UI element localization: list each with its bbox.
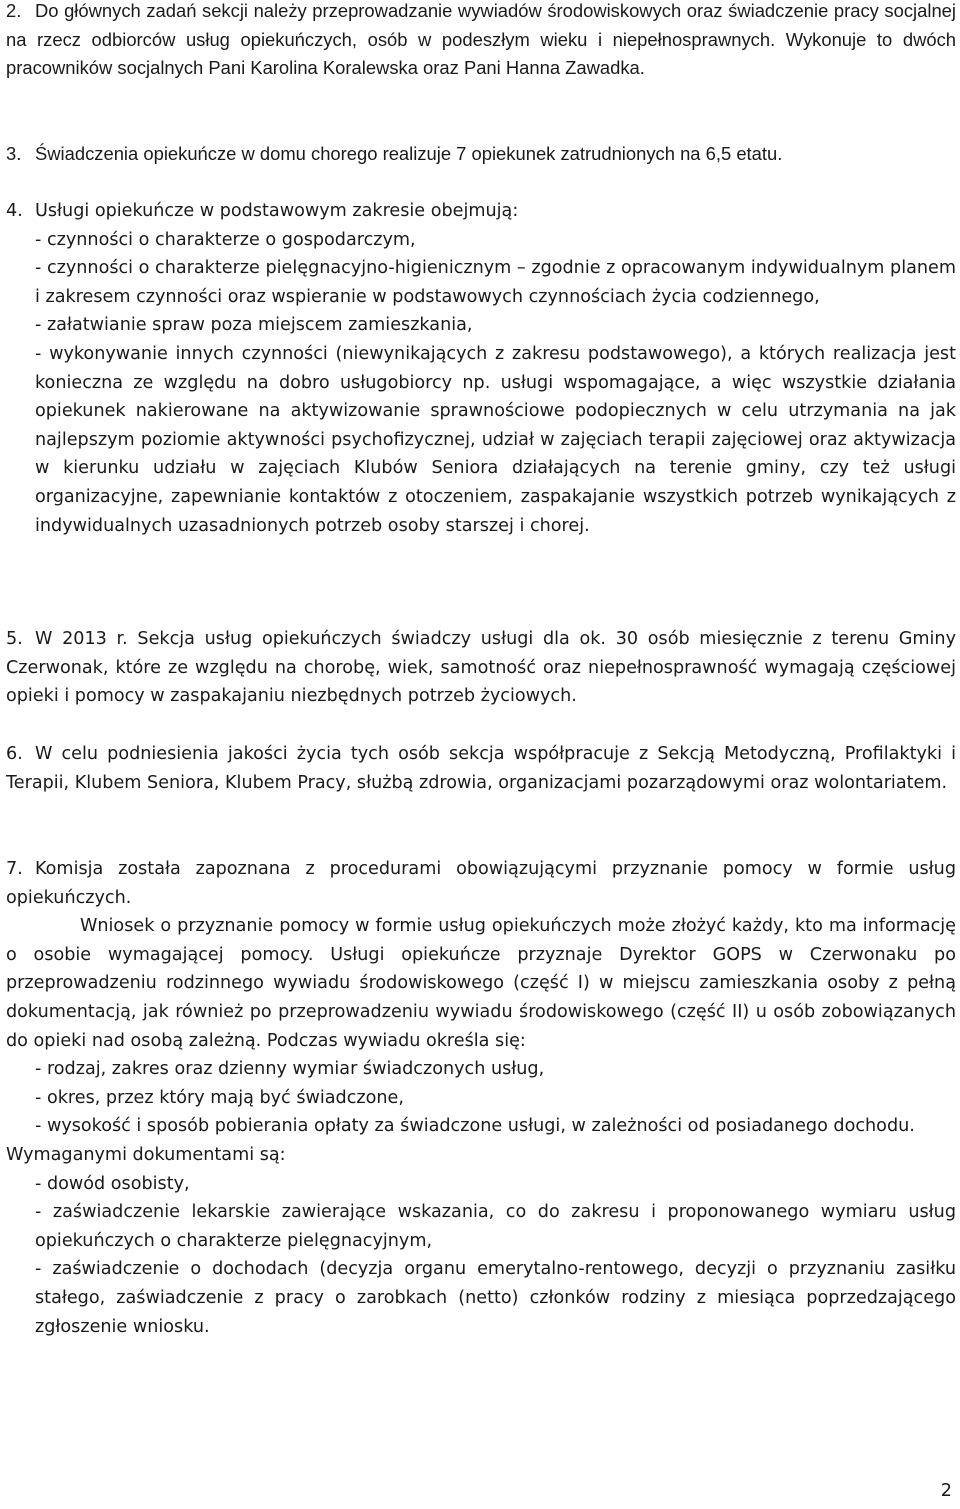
- section-number: 3.: [6, 143, 22, 164]
- list-item: - wykonywanie innych czynności (niewynikających z zakresu podstawowego), a których realizacja jest konieczna ze względu na dobro usługobiorcy np. usługi wspomagające, a więc wszystkie działania opiekunek nakierowane na aktywizowanie sprawnościowe podopiecznych w celu utrzymania na jak najlepszym poziomie aktywności psychofizycznej, udział w zajęciach terapii zajęciowej oraz aktywizacja w kierunku udziału w zajęciach Klubów Seniora działających na terenie gminy, czy też usługi organizacyjne, zapewnianie kontaktów z otoczeniem, zaspakajanie wszystkich potrzeb wynikających z indywidualnych uzasadnionych potrzeb osoby starszej i chorej.: [35, 343, 956, 536]
- section-7-paragraph: [6, 855, 956, 912]
- list-item: - zaświadczenie o dochodach (decyzja organu emerytalno-rentowego, decyzji o przyznaniu zasiłku stałego, zaświadczenie z pracy o zarobkach (netto) członków rodziny z miesiąca poprzedzającego zgłoszenie wniosku.: [35, 1259, 956, 1337]
- section-4-intro: [6, 197, 956, 226]
- section-4: [6, 197, 956, 540]
- list-item: - rodzaj, zakres oraz dzienny wymiar świadczonych usług,: [35, 1059, 545, 1080]
- section-number: 2.: [6, 0, 22, 21]
- section-5-paragraph: [6, 625, 956, 711]
- section-6-paragraph: [6, 740, 956, 797]
- section-6: [6, 740, 956, 797]
- application-paragraph: Wniosek o przyznanie pomocy w formie usług opiekuńczych może złożyć każdy, kto ma informację o osobie wymagającej pomocy. Usługi opiekuńcze przyznaje Dyrektor GOPS w Czerwonaku po przeprowadzeniu rodzinnego wywiadu środowiskowego (część I) w miejscu zamieszkania osoby z pełną dokumentacją, jak również po przeprowadzeniu wywiadu środowiskowego (część II) u osób zobowiązanych do opieki nad osobą zależną. Podczas wywiadu określa się:: [6, 916, 956, 1051]
- section-text: W celu podniesienia jakości życia tych osób sekcja współpracuje z Sekcją Metodyczną, Profilaktyki i Terapii, Klubem Seniora, Klubem Pracy, służbą zdrowia, organizacjami pozarządowymi oraz wolontariatem.: [6, 744, 956, 793]
- section-text: Usługi opiekuńcze w podstawowym zakresie obejmują:: [35, 201, 519, 221]
- section-number: 7.: [6, 859, 23, 879]
- list-item: - dowód osobisty,: [35, 1173, 190, 1194]
- section-2-paragraph: [6, 0, 956, 83]
- section-7: [6, 855, 956, 1341]
- section-3: [6, 140, 956, 169]
- section-5: [6, 625, 956, 711]
- section-2: [6, 0, 956, 83]
- section-number: 4.: [6, 201, 23, 221]
- section-text: Komisja została zapoznana z procedurami obowiązującymi przyznanie pomocy w formie usług opiekuńczych.: [6, 859, 956, 908]
- list-item: - czynności o charakterze pielęgnacyjno-higienicznym – zgodnie z opracowanym indywidualnym planem i zakresem czynności oraz wspieranie w podstawowych czynnościach życia codziennego,: [35, 258, 956, 307]
- documents-heading: Wymaganymi dokumentami są:: [6, 1144, 286, 1165]
- section-number: 6.: [6, 744, 23, 764]
- section-text: Świadczenia opiekuńcze w domu chorego realizuje 7 opiekunek zatrudnionych na 6,5 etatu.: [35, 143, 783, 164]
- section-3-paragraph: [6, 140, 956, 169]
- section-number: 5.: [6, 629, 23, 649]
- page-number: 2: [940, 1481, 952, 1501]
- list-item: - wysokość i sposób pobierania opłaty za świadczone usługi, w zależności od posiadanego dochodu.: [35, 1116, 915, 1137]
- section-text: W 2013 r. Sekcja usług opiekuńczych świadczy usługi dla ok. 30 osób miesięcznie z terenu Gminy Czerwonak, które ze względu na chorobę, wiek, samotność oraz niepełnosprawność wymagają częściowej opieki i pomocy w zaspakajaniu niezbędnych potrzeb życiowych.: [6, 629, 956, 707]
- list-item: - okres, przez który mają być świadczone,: [35, 1087, 404, 1108]
- list-item: - załatwianie spraw poza miejscem zamieszkania,: [35, 315, 473, 336]
- section-text: Do głównych zadań sekcji należy przeprowadzanie wywiadów środowiskowych oraz świadczenie pracy socjalnej na rzecz odbiorców usług opiekuńczych, osób w podeszłym wieku i niepełnosprawnych. Wykonuje to dwóch pracowników socjalnych Pani Karolina Koralewska oraz Pani Hanna Zawadka.: [6, 0, 956, 79]
- list-item: - zaświadczenie lekarskie zawierające wskazania, co do zakresu i proponowanego wymiaru usług opiekuńczych o charakterze pielęgnacyjnym,: [35, 1202, 956, 1251]
- list-item: - czynności o charakterze o gospodarczym,: [35, 229, 416, 250]
